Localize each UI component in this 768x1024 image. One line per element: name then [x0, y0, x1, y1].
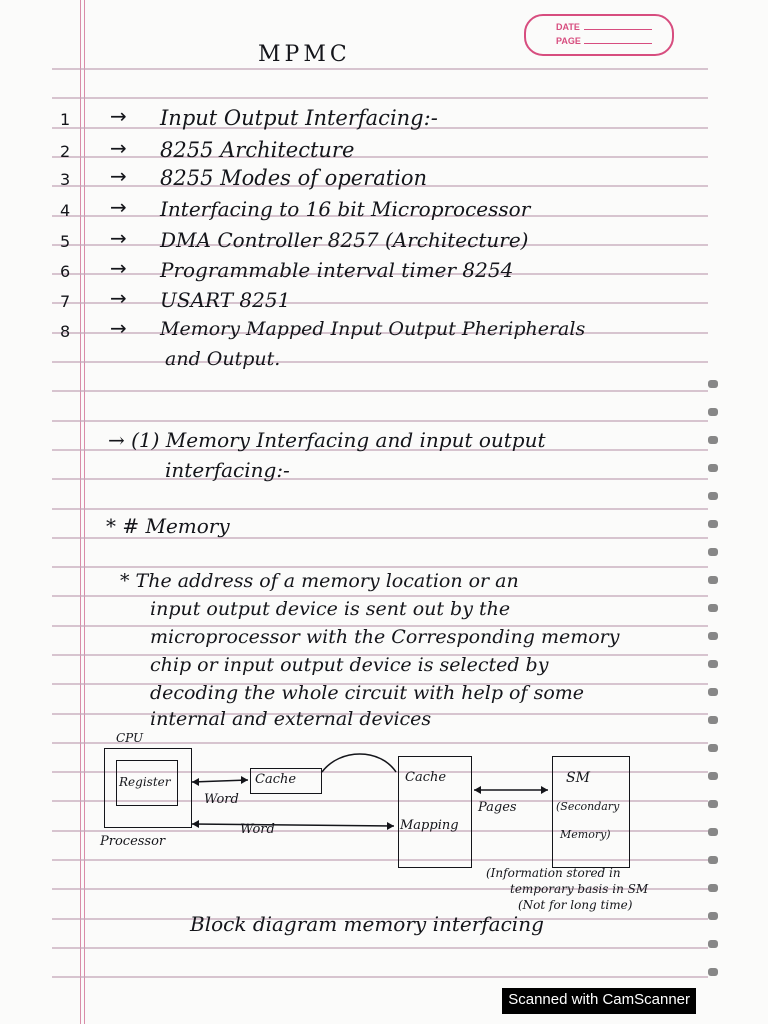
sm-label: SM [566, 770, 590, 786]
list-item-text: 8255 Architecture [160, 138, 355, 162]
diagram-caption: Block diagram memory interfacing [190, 912, 544, 936]
pages-label: Pages [478, 800, 517, 815]
arrow-icon: → [110, 195, 127, 219]
paragraph-line: * The address of a memory location or an [120, 570, 519, 592]
word-label: Word [204, 792, 239, 807]
cache-label: Cache [255, 772, 297, 787]
paragraph-line: internal and external devices [150, 708, 432, 730]
arrow-icon: → [110, 164, 127, 188]
register-mapping-arrow [192, 824, 394, 826]
list-item-text: USART 8251 [160, 288, 291, 312]
paragraph-line: input output device is sent out by the [150, 598, 511, 620]
sm-label: Memory) [560, 828, 611, 841]
list-item-text: Programmable interval timer 8254 [160, 258, 514, 282]
arrow-icon: → [110, 256, 127, 280]
list-item-number: 5 [60, 232, 71, 251]
arrow-icon: → [110, 316, 127, 340]
paragraph-line: chip or input output device is selected by [150, 654, 549, 676]
list-item-continuation: and Output. [165, 348, 281, 370]
list-item-number: 1 [60, 110, 71, 129]
list-item-number: 6 [60, 262, 71, 281]
cache-mapping-label: Cache [405, 770, 447, 785]
arrow-icon: → [110, 226, 127, 250]
list-item-number: 2 [60, 142, 71, 161]
arrow-icon: → [110, 104, 127, 128]
note-line: temporary basis in SM [510, 882, 649, 896]
list-item-number: 3 [60, 170, 71, 189]
list-item-number: 8 [60, 322, 71, 341]
note-line: (Not for long time) [518, 898, 633, 912]
date-label: DATE [556, 22, 580, 32]
cpu-label: CPU [116, 731, 144, 745]
list-item-text: 8255 Modes of operation [160, 166, 428, 190]
sm-label: (Secondary [556, 800, 620, 813]
page-title: MPMC [258, 42, 351, 67]
memory-heading: * # Memory [106, 514, 230, 538]
arrow-icon: → [110, 286, 127, 310]
section-heading-continued: interfacing:- [165, 458, 290, 482]
processor-label: Processor [100, 834, 166, 849]
section-heading: → (1) Memory Interfacing and input output [108, 428, 546, 452]
camscanner-watermark: Scanned with CamScanner [502, 988, 696, 1014]
register-label: Register [119, 775, 171, 789]
register-cache-arrow [192, 780, 248, 782]
list-item-text: Memory Mapped Input Output Pheripherals [160, 318, 586, 340]
paragraph-line: decoding the whole circuit with help of some [150, 682, 585, 704]
list-item-text: DMA Controller 8257 (Architecture) [160, 228, 529, 252]
list-item-text: Input Output Interfacing:- [160, 106, 438, 130]
arrow-icon: → [110, 136, 127, 160]
cache-mapping-curve [322, 754, 396, 772]
note-line: (Information stored in [486, 866, 621, 880]
page-label: PAGE [556, 36, 581, 46]
cache-mapping-label: Mapping [400, 818, 459, 833]
list-item-number: 7 [60, 292, 71, 311]
paragraph-line: microprocessor with the Corresponding memory [150, 626, 620, 648]
list-item-text: Interfacing to 16 bit Microprocessor [160, 197, 531, 221]
word-label: Word [240, 822, 275, 837]
list-item-number: 4 [60, 201, 71, 220]
